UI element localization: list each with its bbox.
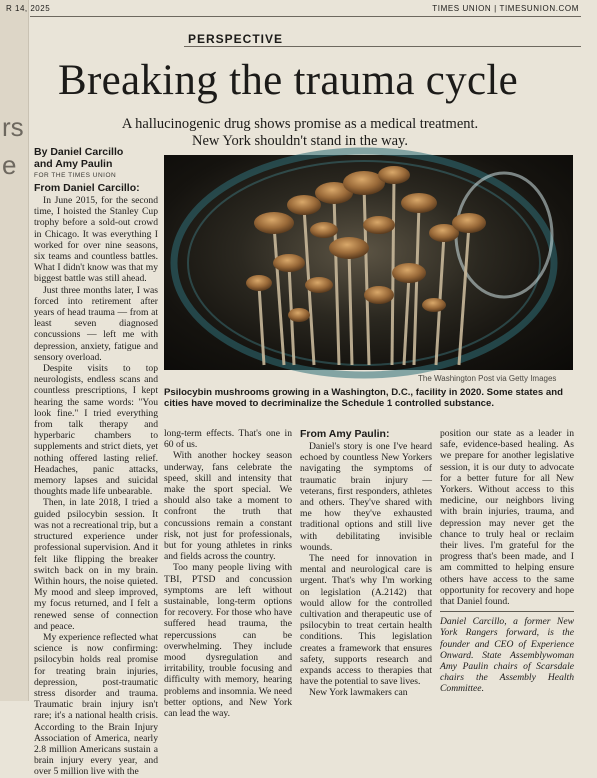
adjacent-page-edge <box>0 0 29 701</box>
paragraph: My experience reflected what science is now confirming: psilocybin holds real promise for treating brain injuries, depression, post-traumatic stress disorder and trauma. Traumatic brain injury isn't rare; it's a national health crisis. According to the Brain Injury Association of America, nearly 2.8 million Americans sustain a brain injury every year, and over 5 million live with the <box>34 631 158 778</box>
byline-credit: FOR THE TIMES UNION <box>34 172 117 179</box>
paragraph: Despite visits to top neurologists, endless scans and countless prescriptions, I kept hearing the same words: "You look fine." I tried everything from talk therapy and hyperbaric chambers to supplements and strict diets, yet nothing offered lasting relief. Headaches, panic attacks, memory lapses and suicidal thoughts made life unbearable. <box>34 363 158 498</box>
masthead-rule <box>30 16 581 17</box>
photo-credit: The Washington Post via Getty Images <box>418 374 557 383</box>
article-column-2 <box>164 428 292 719</box>
paragraph: long-term effects. That's one in 60 of us. <box>164 428 292 451</box>
adjacent-letters: e <box>2 150 17 180</box>
paragraph: New York lawmakers can <box>309 687 408 699</box>
paragraph: Too many people living with TBI, PTSD and concussion symptoms are left without sustainable, long-term options for recovery. For those who have suffered head trauma, the repercussions can be overwhelming. They include mood dysregulation and irritability, trouble focusing and difficulty with memory, hearing problems and insomnia. We need better options, and New York can lead the way. <box>164 562 292 720</box>
byline-block <box>34 146 158 179</box>
byline-line2: and Amy Paulin <box>34 158 113 170</box>
paragraph: The need for innovation in mental and neurological care is urgent. That's why I'm working on legislation (A.2142) that would allow for the controlled cultivation and therapeutic use of psilocybin to treat certain health conditions. This legislation creates a framework that ensures safety, supports research and expands access to therapies that have the potential to save lives. <box>300 553 432 688</box>
paragraph: position our state as a leader in safe, evidence-based healing. As we prepare for another legislative session, it is our duty to advocate for a better future for all New Yorkers. Without access to this medicine, our neighbors living with brain injuries, trauma, and depression may never get the chance to truly heal or reclaim their lives. I'm grateful for the progress that's been made, and I am committed to helping ensure others have access to the same opportunity for recovery and hope that Daniel found. <box>440 428 574 608</box>
author-tagline: Daniel Carcillo, a former New York Rangers forward, is the founder and CEO of Experience Onward. State Assemblywoman Amy Paulin chairs of Scarsdale chairs the Assembly Health Committee. <box>440 611 574 694</box>
psilocybin-mushrooms-illustration <box>164 155 573 370</box>
paragraph: In June 2015, for the second time, I hoisted the Stanley Cup trophy before a sold-out crowd in Chicago. It was everything I worked for over nine seasons, six teams and countless battles. What I didn't know was that my biggest battle was still ahead. <box>34 195 158 285</box>
paragraph: With another hockey season underway, fans celebrate the speed, skill and intensity that make the sport special. We should also take a moment to confront the truth that concussions remain a constant risk, not just for professionals, but for young athletes in rinks and fields across the country. <box>164 450 292 563</box>
adjacent-letters: rs <box>2 112 24 142</box>
paragraph: Daniel's story is one I've heard echoed by countless New Yorkers navigating the symptoms of traumatic brain injury — veterans, first responders, athletes and others. They've shared with me how they've exhausted traditional options and still live with debilitating invisible wounds. <box>300 441 432 553</box>
article-column-1 <box>34 182 158 778</box>
paragraph: Just three months later, I was forced into retirement after years of head trauma — from at least seven diagnosed concussions — left me with depression, anxiety, fatigue and sensory overload. <box>34 284 158 363</box>
article-column-3 <box>300 428 432 699</box>
paper-name: TIMES UNION | TIMESUNION.COM <box>432 4 579 13</box>
byline-line1: By Daniel Carcillo <box>34 146 124 158</box>
subheadline: A hallucinogenic drug shows promise as a medical treatment. New York shouldn't stand in the way. <box>121 116 479 149</box>
photo-caption: Psilocybin mushrooms growing in a Washington, D.C., facility in 2020. Some states and cities have moved to decriminalize the Schedule 1 controlled substance. <box>164 387 563 409</box>
issue-date: R 14, 2025 <box>6 4 51 13</box>
section-rule <box>184 46 581 47</box>
subhead-carcillo: From Daniel Carcillo: <box>34 182 140 194</box>
article-column-4 <box>440 428 574 695</box>
mushroom-photo <box>164 155 573 370</box>
subhead-paulin: From Amy Paulin: <box>300 428 390 440</box>
paragraph: Then, in late 2018, I tried a guided psilocybin session. It was not a recreational trip, but a structured experience under professional supervision. And it felt like flipping the breaker switch back on in my brain. Within hours, the noise quieted. My mood and sleep improved, my focus returned, and I felt a renewed sense of connection and peace. <box>34 497 158 632</box>
headline: Breaking the trauma cycle <box>58 57 518 104</box>
section-label: PERSPECTIVE <box>188 32 284 46</box>
